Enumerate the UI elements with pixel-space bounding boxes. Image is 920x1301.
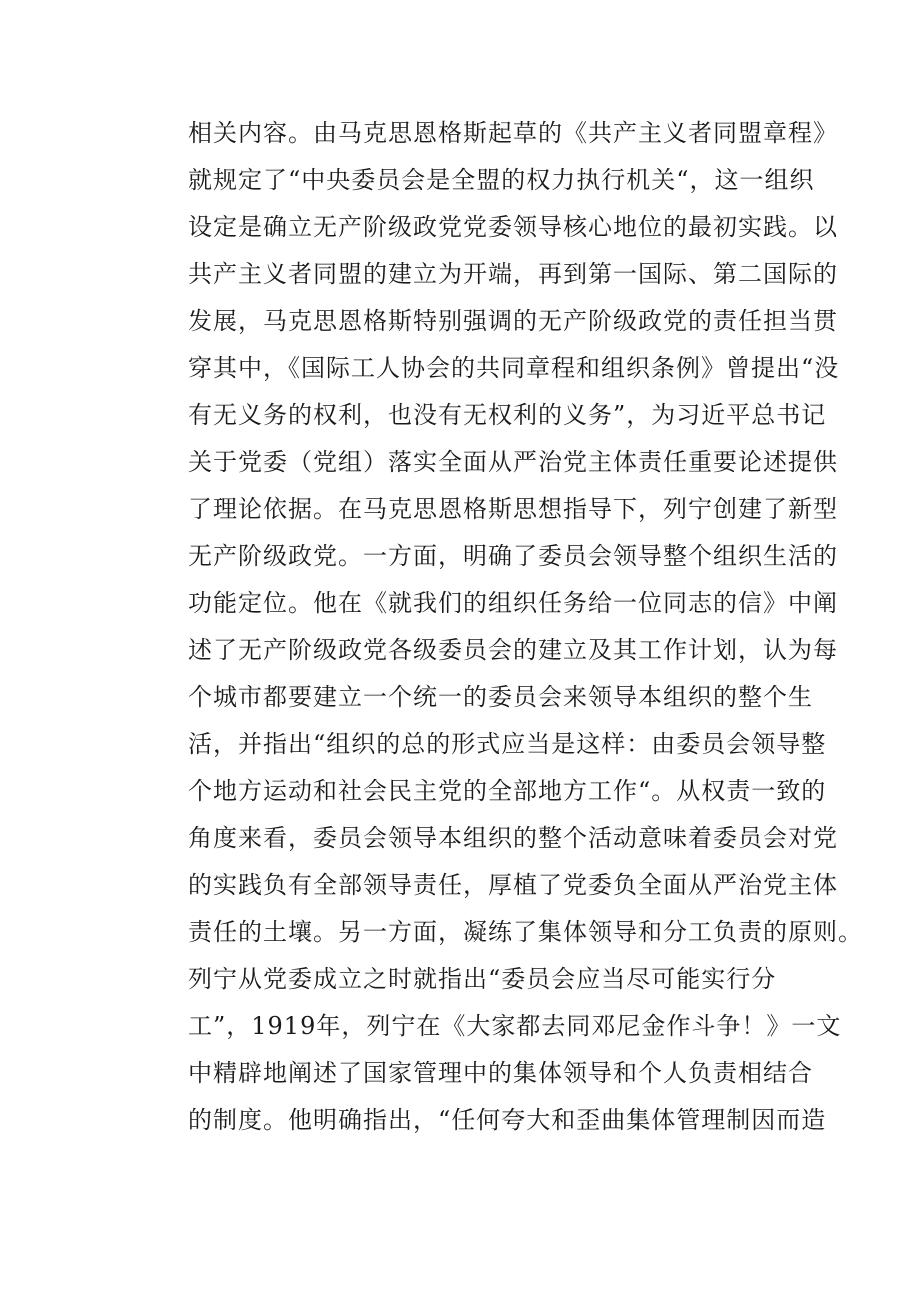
text-line: 就规定了“中央委员会是全盟的权力执行机关“，这一组织 bbox=[188, 166, 815, 194]
text-line: 中精辟地阐述了国家管理中的集体领导和个人负责相结合 bbox=[188, 1059, 813, 1087]
text-line: 责任的土壤。另一方面，凝练了集体领导和分工负责的原则。 bbox=[188, 918, 863, 946]
text-line: 共产主义者同盟的建立为开端，再到第一国际、第二国际的 bbox=[188, 260, 838, 288]
text-line: 关于党委（党组）落实全面从严治党主体责任重要论述提供 bbox=[188, 448, 838, 476]
text-line: 发展，马克思恩格斯特别强调的无产阶级政党的责任担当贯 bbox=[188, 307, 838, 335]
text-line: 列宁从党委成立之时就指出“委员会应当尽可能实行分 bbox=[188, 965, 777, 993]
text-line: 功能定位。他在《就我们的组织任务给一位同志的信》中阐 bbox=[188, 589, 838, 617]
body-text bbox=[188, 110, 863, 1144]
text-line: 设定是确立无产阶级政党党委领导核心地位的最初实践。以 bbox=[188, 213, 838, 241]
text-line: 个地方运动和社会民主党的全部地方工作“。从权责一致的 bbox=[188, 777, 827, 805]
text-line: 活，并指出“组织的总的形式应当是这样：由委员会领导整 bbox=[188, 730, 827, 758]
text-line: 相关内容。由马克思恩格斯起草的《共产主义者同盟章程》 bbox=[188, 119, 838, 147]
text-line: 个城市都要建立一个统一的委员会来领导本组织的整个生 bbox=[188, 683, 813, 711]
text-line: 有无义务的权利，也没有无权利的义务”，为习近平总书记 bbox=[188, 401, 827, 429]
text-line: 穿其中，《国际工人协会的共同章程和组织条例》曾提出“没 bbox=[188, 354, 840, 382]
text-line: 述了无产阶级政党各级委员会的建立及其工作计划，认为每 bbox=[188, 636, 838, 664]
text-line: 无产阶级政党。一方面，明确了委员会领导整个组织生活的 bbox=[188, 542, 838, 570]
text-line: 角度来看，委员会领导本组织的整个活动意味着委员会对党 bbox=[188, 824, 838, 852]
text-line: 了理论依据。在马克思恩格斯思想指导下，列宁创建了新型 bbox=[188, 495, 838, 523]
text-line: 的制度。他明确指出，“任何夸大和歪曲集体管理制因而造 bbox=[188, 1106, 827, 1134]
text-line: 工”，1919年，列宁在《大家都去同邓尼金作斗争！》一文 bbox=[188, 1012, 842, 1040]
text-line: 的实践负有全部领导责任，厚植了党委负全面从严治党主体 bbox=[188, 871, 838, 899]
